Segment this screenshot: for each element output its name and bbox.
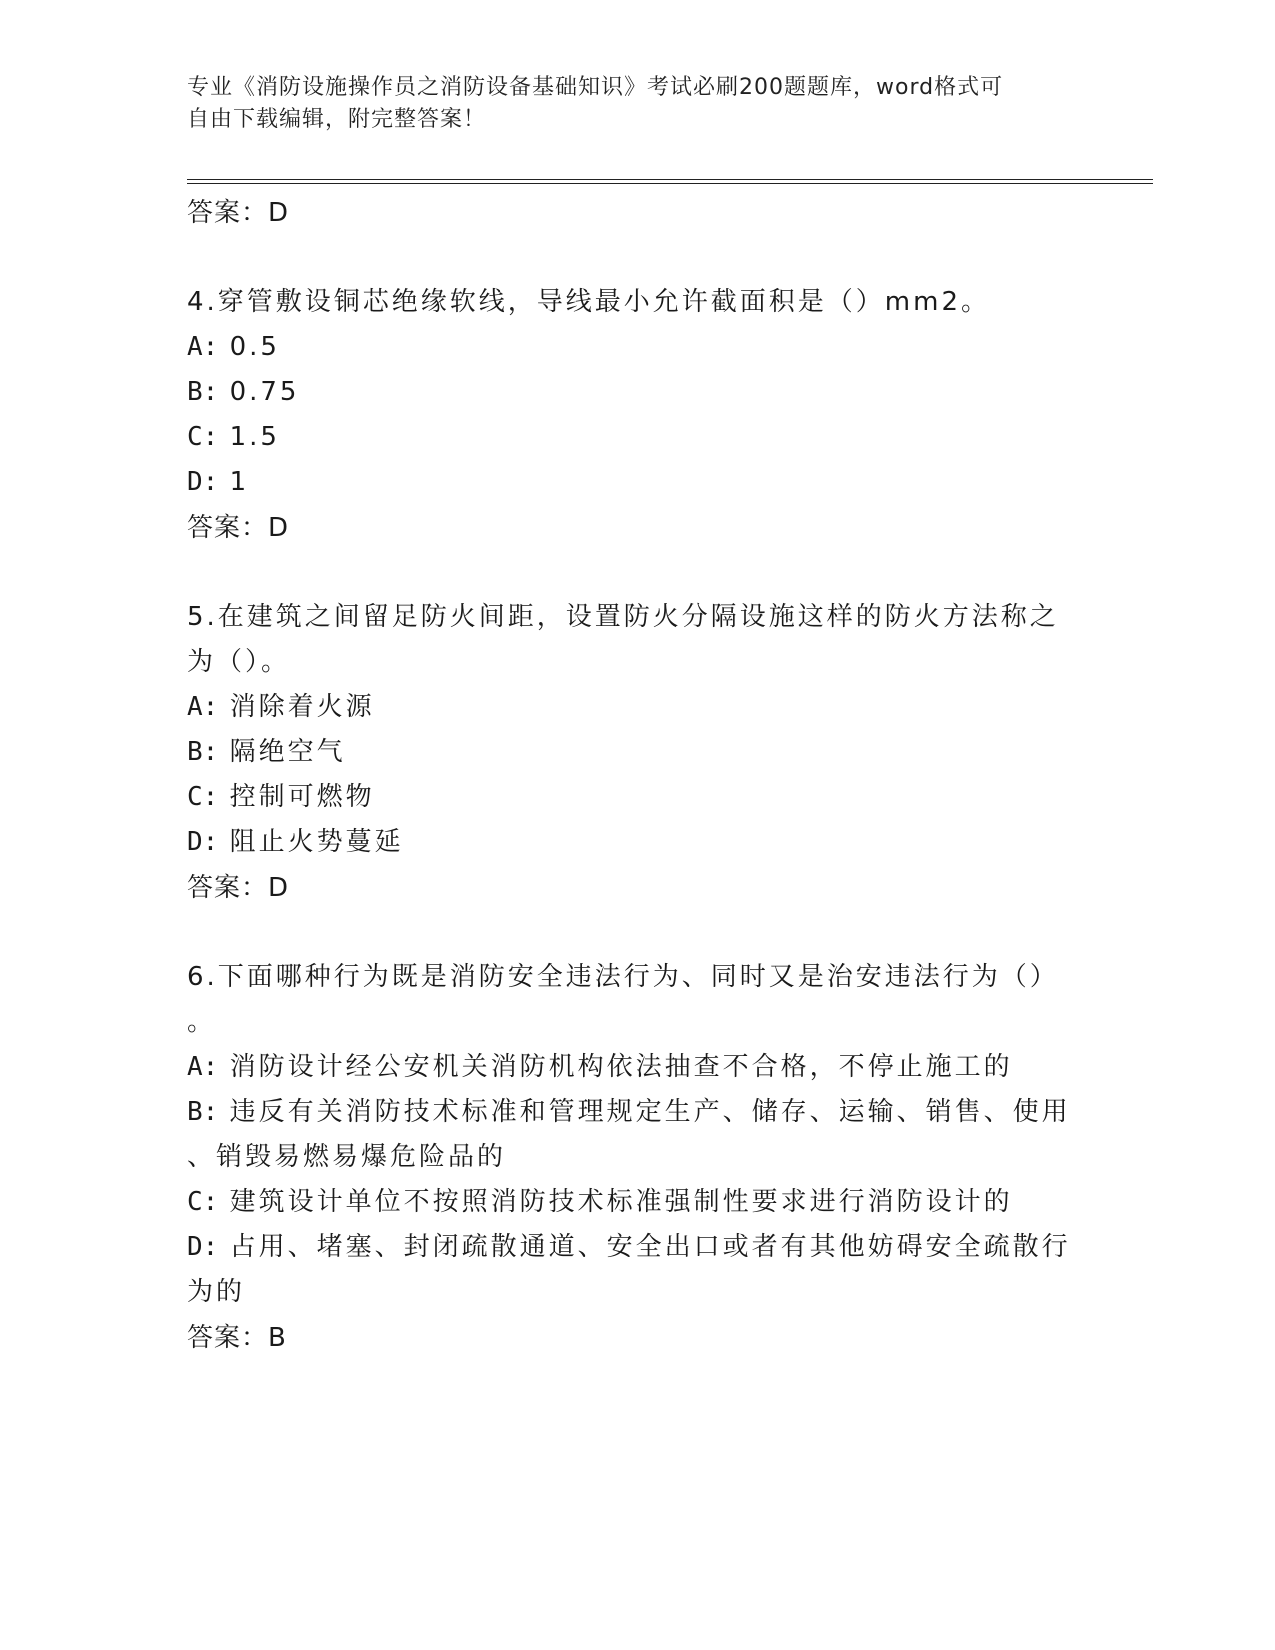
option-d-continued: 为的 — [187, 1277, 246, 1307]
answer: 答案：D — [187, 873, 290, 903]
option-b: B: 0.75 — [187, 377, 300, 407]
header-line-1: 专业《消防设施操作员之消防设备基础知识》考试必刷200题题库，word格式可 — [187, 75, 1004, 100]
header-divider-bottom — [187, 183, 1153, 184]
question-list — [187, 190, 1087, 1361]
question-5 — [187, 595, 1087, 911]
question-4 — [187, 280, 1087, 551]
option-d: D: 1 — [187, 467, 250, 497]
answer: 答案：B — [187, 1323, 287, 1353]
question-6 — [187, 955, 1087, 1361]
option-a: A: 0.5 — [187, 332, 280, 362]
question-stem-line-2: 。 — [187, 1007, 217, 1037]
option-d: D: 占用、堵塞、封闭疏散通道、安全出口或者有其他妨碍安全疏散行 — [187, 1232, 1071, 1262]
option-b-continued: 、销毁易燃易爆危险品的 — [187, 1142, 507, 1172]
question-stem: 4.穿管敷设铜芯绝缘软线，导线最小允许截面积是（）mm2。 — [187, 287, 991, 317]
option-a: A: 消除着火源 — [187, 692, 375, 722]
spacer — [187, 236, 1087, 280]
question-stem-line-1: 6.下面哪种行为既是消防安全违法行为、同时又是治安违法行为（） — [187, 962, 1059, 992]
spacer — [187, 911, 1087, 955]
header-divider-top — [187, 179, 1153, 180]
option-b: B: 隔绝空气 — [187, 737, 346, 767]
option-b: B: 违反有关消防技术标准和管理规定生产、储存、运输、销售、使用 — [187, 1097, 1071, 1127]
previous-answer: 答案：D — [187, 198, 290, 228]
answer: 答案：D — [187, 513, 290, 543]
option-a: A: 消防设计经公安机关消防机构依法抽查不合格，不停止施工的 — [187, 1052, 1013, 1082]
option-c: C: 建筑设计单位不按照消防技术标准强制性要求进行消防设计的 — [187, 1187, 1013, 1217]
question-stem-line-2: 为（）。 — [187, 647, 291, 677]
page-header — [187, 72, 1067, 136]
header-line-2: 自由下载编辑，附完整答案！ — [187, 107, 487, 132]
spacer — [187, 551, 1087, 595]
option-d: D: 阻止火势蔓延 — [187, 827, 404, 857]
option-c: C: 1.5 — [187, 422, 280, 452]
question-stem-line-1: 5.在建筑之间留足防火间距，设置防火分隔设施这样的防火方法称之 — [187, 602, 1059, 632]
option-c: C: 控制可燃物 — [187, 782, 375, 812]
